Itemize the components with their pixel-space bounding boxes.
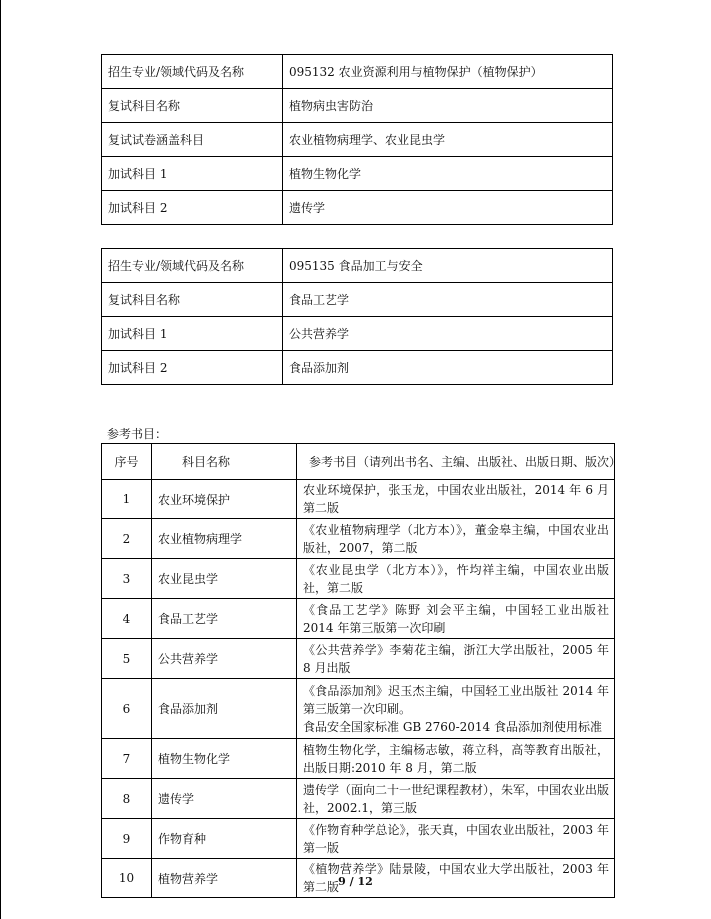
- row-subject: 农业植物病理学: [152, 519, 297, 559]
- row-subject: 食品添加剂: [152, 679, 297, 739]
- row-books: 农业环境保护，张玉龙，中国农业出版社，2014 年 6 月第二版: [297, 480, 615, 519]
- row-value: 095135 食品加工与安全: [283, 249, 613, 283]
- page-number: 9 / 12: [338, 875, 373, 888]
- table-row: [102, 283, 613, 317]
- row-books-line2: 食品安全国家标准 GB 2760-2014 食品添加剂使用标准: [303, 719, 602, 734]
- table-row: [102, 123, 613, 157]
- table-row: [102, 559, 615, 599]
- row-no: 8: [102, 779, 152, 819]
- row-books-line1: 《食品添加剂》迟玉杰主编，中国轻工业出版社 2014 年第三版第一次印刷。: [303, 683, 609, 716]
- row-label: 复试试卷涵盖科目: [102, 123, 283, 157]
- table-row: [102, 819, 615, 859]
- table-row: [102, 89, 613, 123]
- row-no: 5: [102, 639, 152, 679]
- row-label: 加试科目 2: [102, 351, 283, 385]
- row-value: 公共营养学: [283, 317, 613, 351]
- row-no: 7: [102, 739, 152, 779]
- table-row: [102, 480, 615, 519]
- row-no: 4: [102, 599, 152, 639]
- row-books: 植物生物化学，主编杨志敏，蒋立科，高等教育出版社，出版日期:2010 年 8 月，第二版: [297, 739, 615, 779]
- table-row: [102, 519, 615, 559]
- table-row: [102, 55, 613, 89]
- references-title: 参考书目：: [107, 427, 168, 441]
- row-subject: 农业昆虫学: [152, 559, 297, 599]
- row-books: [297, 679, 615, 739]
- row-value: 植物生物化学: [283, 157, 613, 191]
- table-row: [102, 157, 613, 191]
- row-value: 遗传学: [283, 191, 613, 225]
- row-label: 加试科目 1: [102, 317, 283, 351]
- table-row: [102, 639, 615, 679]
- references-table: [101, 443, 622, 898]
- table-row: [102, 739, 615, 779]
- header-subject: 科目名称: [152, 444, 297, 480]
- row-no: 3: [102, 559, 152, 599]
- row-subject: 农业环境保护: [152, 480, 297, 519]
- row-no: 2: [102, 519, 152, 559]
- row-books: 《公共营养学》李菊花主编，浙江大学出版社，2005 年 8 月出版: [297, 639, 615, 679]
- row-no: 10: [102, 859, 152, 898]
- row-books: 《农业植物病理学（北方本）》，董金皋主编，中国农业出版社，2007，第二版: [297, 519, 615, 559]
- header-books: 参考书目（请列出书名、主编、出版社、出版日期、版次）: [297, 444, 615, 480]
- row-subject: 食品工艺学: [152, 599, 297, 639]
- row-label: 招生专业/领域代码及名称: [102, 249, 283, 283]
- row-value: 095132 农业资源利用与植物保护（植物保护）: [283, 55, 613, 89]
- table-header-row: [102, 444, 615, 480]
- row-value: 农业植物病理学、农业昆虫学: [283, 123, 613, 157]
- row-value: 食品添加剂: [283, 351, 613, 385]
- row-label: 招生专业/领域代码及名称: [102, 55, 283, 89]
- row-label: 复试科目名称: [102, 89, 283, 123]
- row-subject: 植物生物化学: [152, 739, 297, 779]
- row-subject: 植物营养学: [152, 859, 297, 898]
- row-books: 《植物营养学》陆景陵，中国农业大学出版社，2003 年第二版: [297, 859, 615, 898]
- table-row: [102, 599, 615, 639]
- row-subject: 遗传学: [152, 779, 297, 819]
- row-books: 《作物育种学总论》，张天真，中国农业出版社，2003 年第一版: [297, 819, 615, 859]
- table-row: [102, 779, 615, 819]
- table-row: [102, 191, 613, 225]
- row-no: 9: [102, 819, 152, 859]
- row-books: 《食品工艺学》陈野 刘会平主编，中国轻工业出版社 2014 年第三版第一次印刷: [297, 599, 615, 639]
- exam-table-plant-protection: [101, 54, 613, 225]
- table-row: [102, 317, 613, 351]
- row-subject: 作物育种: [152, 819, 297, 859]
- row-no: 6: [102, 679, 152, 739]
- row-label: 加试科目 1: [102, 157, 283, 191]
- table-row: [102, 679, 615, 739]
- row-books: 遗传学（面向二十一世纪课程教材），朱军，中国农业出版社，2002.1，第三版: [297, 779, 615, 819]
- row-value: 植物病虫害防治: [283, 89, 613, 123]
- header-no: 序号: [102, 444, 152, 480]
- exam-table-food-safety: [101, 248, 613, 385]
- table-row: [102, 351, 613, 385]
- row-label: 复试科目名称: [102, 283, 283, 317]
- row-label: 加试科目 2: [102, 191, 283, 225]
- page-left-border: [0, 0, 1, 919]
- row-no: 1: [102, 480, 152, 519]
- row-subject: 公共营养学: [152, 639, 297, 679]
- table-row: [102, 249, 613, 283]
- row-books: 《农业昆虫学（北方本）》，忤均祥主编，中国农业出版社，第二版: [297, 559, 615, 599]
- row-value: 食品工艺学: [283, 283, 613, 317]
